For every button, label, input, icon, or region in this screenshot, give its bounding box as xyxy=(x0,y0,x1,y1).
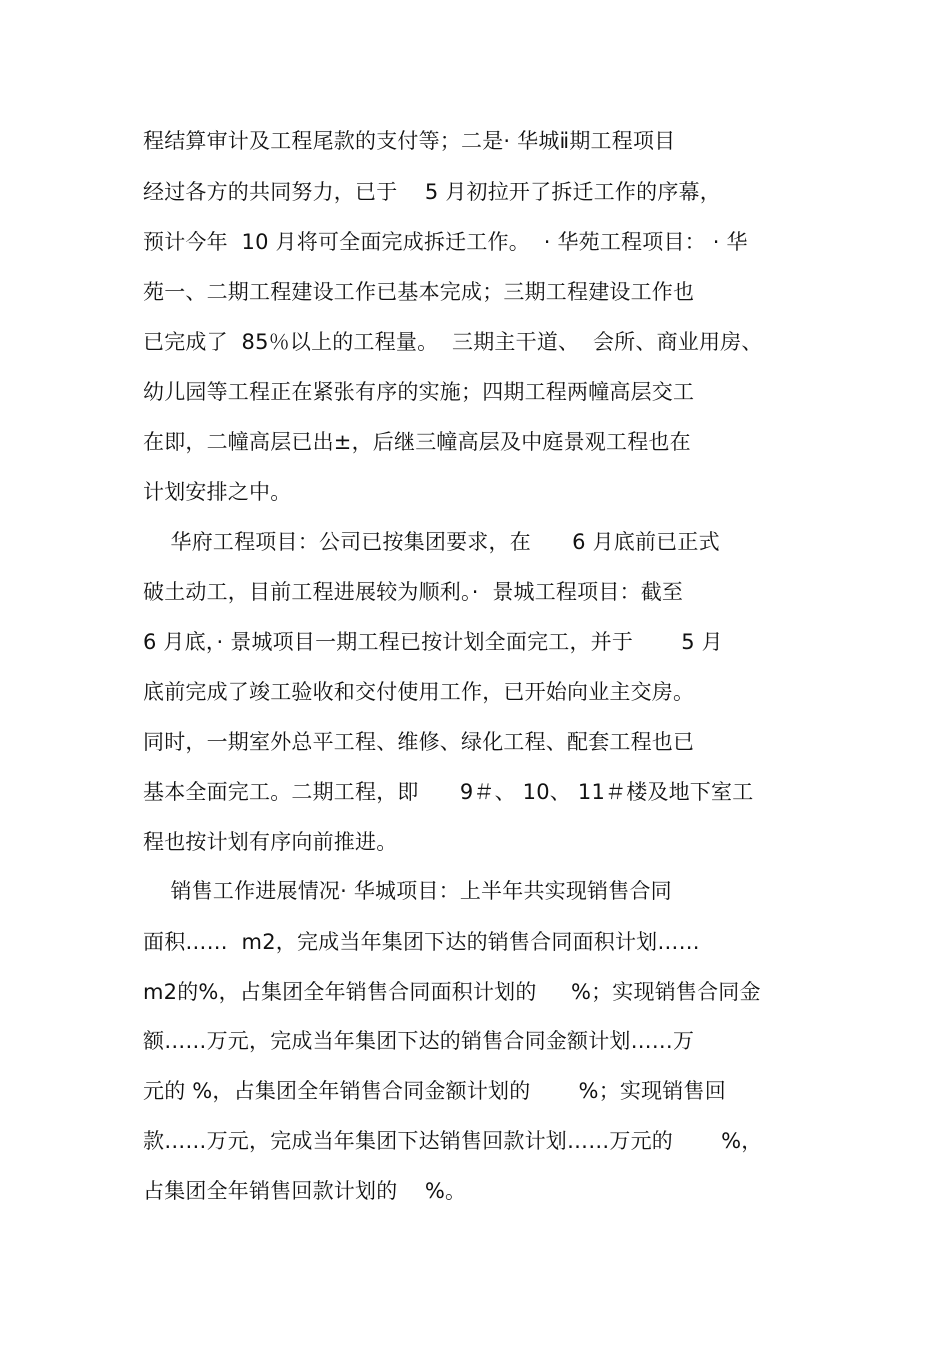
text-line: 6 月底，· 景城项目一期工程已按计划全面完工，并于 5 月 xyxy=(143,630,723,654)
text-line: 额……万元，完成当年集团下达的销售合同金额计划……万 xyxy=(143,1029,695,1053)
text-line: 基本全面完工。二期工程，即 9＃、 10、 11＃楼及地下室工 xyxy=(143,780,754,804)
text-line: 同时，一期室外总平工程、维修、绿化工程、配套工程也已 xyxy=(143,730,695,754)
text-line: 已完成了 85％以上的工程量。 三期主干道、 会所、商业用房、 xyxy=(143,330,763,354)
text-line: 破土动工，目前工程进展较为顺利。· 景城工程项目：截至 xyxy=(143,580,684,604)
text-line: 占集团全年销售回款计划的 %。 xyxy=(143,1179,467,1203)
text-line: 面积…… m2，完成当年集团下达的销售合同面积计划…… xyxy=(143,930,700,954)
text-line: 销售工作进展情况· 华城项目：上半年共实现销售合同 xyxy=(143,879,672,903)
text-line: 计划安排之中。 xyxy=(143,480,292,504)
text-line: m2的%，占集团全年销售合同面积计划的 %；实现销售合同金 xyxy=(143,980,761,1004)
text-line: 款……万元，完成当年集团下达销售回款计划……万元的 %， xyxy=(143,1129,763,1153)
text-line: 底前完成了竣工验收和交付使用工作，已开始向业主交房。 xyxy=(143,680,695,704)
text-line: 华府工程项目：公司已按集团要求，在 6 月底前已正式 xyxy=(143,530,720,554)
text-line: 程结算审计及工程尾款的支付等；二是· 华城ⅱ期工程项目 xyxy=(143,129,676,153)
text-line: 元的 %，占集团全年销售合同金额计划的 %；实现销售回 xyxy=(143,1079,726,1103)
text-line: 苑一、二期工程建设工作已基本完成；三期工程建设工作也 xyxy=(143,280,695,304)
text-line: 程也按计划有序向前推进。 xyxy=(143,830,398,854)
text-line: 幼儿园等工程正在紧张有序的实施；四期工程两幢高层交工 xyxy=(143,380,695,404)
text-line: 预计今年 10 月将可全面完成拆迁工作。 · 华苑工程项目： · 华 xyxy=(143,230,748,254)
text-line: 经过各方的共同努力，已于 5 月初拉开了拆迁工作的序幕， xyxy=(143,180,721,204)
text-line: 在即，二幢高层已出±，后继三幢高层及中庭景观工程也在 xyxy=(143,430,691,454)
